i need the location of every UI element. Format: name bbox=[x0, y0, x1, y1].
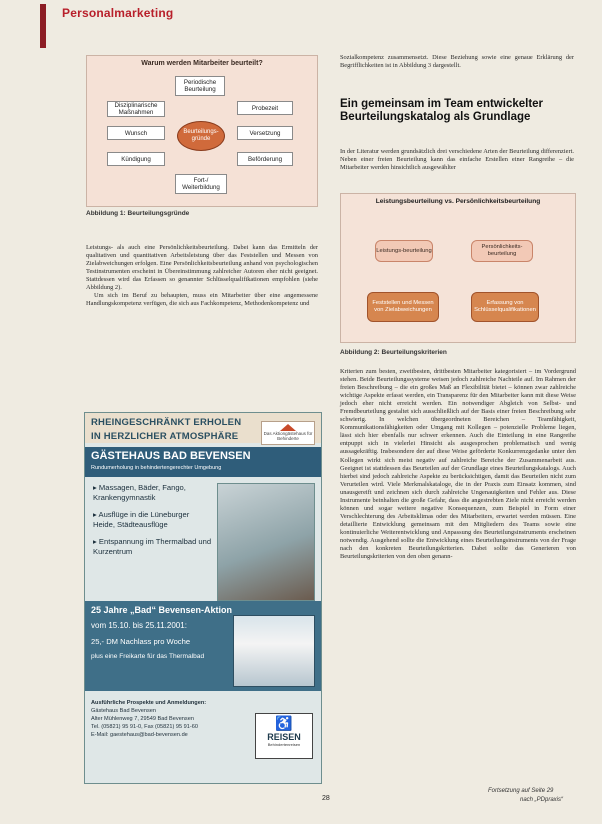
section-heading: Ein gemeinsam im Team entwickelter Beurteilungskatalog als Grundlage bbox=[340, 98, 544, 123]
ad-action-offer: 25,- DM Nachlass pro Woche bbox=[91, 637, 191, 646]
personality-box: Persönlichkeits-beurteilung bbox=[471, 240, 533, 262]
ad-action-title: 25 Jahre „Bad“ Bevensen-Aktion bbox=[91, 605, 233, 615]
figure-1 bbox=[86, 55, 318, 207]
qualification-box: Erfassung von Schlüsselqualifikationen bbox=[471, 292, 539, 322]
ad-feature-text: Massagen, Bäder, Fango, Krankengymnastik bbox=[93, 483, 186, 502]
wheelchair-icon: ♿ bbox=[275, 715, 293, 731]
ad-logo-subtext: Behindertenreisen bbox=[267, 742, 301, 747]
ad-feature-item bbox=[93, 510, 213, 529]
continuation-note-2: nach „PDpraxis“ bbox=[520, 797, 564, 803]
triangle-bullet-icon: ▸ bbox=[93, 537, 99, 546]
ad-feature-item bbox=[93, 483, 213, 502]
ad-logo-text: REISEN bbox=[267, 732, 301, 742]
triangle-bullet-icon: ▸ bbox=[93, 483, 99, 492]
ad-feature-list bbox=[93, 483, 213, 556]
box-promotion: Beförderung bbox=[237, 152, 293, 166]
ad-subtitle: Rundumerholung in behindertengerechter Umgebung bbox=[91, 465, 222, 471]
ad-contact-title: Ausführliche Prospekte und Anmeldungen: bbox=[91, 700, 207, 706]
ad-photo bbox=[217, 483, 315, 601]
figure-1-caption: Abbildung 1: Beurteilungsgründe bbox=[86, 210, 190, 217]
figure-1-title: Warum werden Mitarbeiter beurteilt? bbox=[141, 60, 263, 67]
ad-headline-1: RHEINGESCHRÄNKT ERHOLEN bbox=[91, 417, 242, 428]
ad-house-icon bbox=[280, 424, 296, 431]
figure-2-caption: Abbildung 2: Beurteilungskriterien bbox=[340, 349, 447, 356]
continuation-note-1: Fortsetzung auf Seite 29 bbox=[488, 788, 554, 794]
measure-box: Feststellen und Messen von Zielabweichungen bbox=[367, 292, 439, 322]
right-body-text: Kriterien zum besten, zweitbesten, drittbesten Mitarbeiter kategorisiert – im Vordergrund stehen. Beide Beurteilungssysteme weisen jedoch zahlreiche Nachteile auf. Im Rahmen der freien Beschreibung – die ein großes Maß an Flexibilität bietet – können zwar zahlreiche wichtige Aspekte erfasst werden, ein Transparenz für den Mitarbeiter kann mit diese Weise jedoch eher nicht erreicht werden. Ein notwendiger Abgleich von Selbst- und Fremdbeurteilung gestaltet sich ausschließlich auf der Basis einer freien Beschreibung sehr schwierig. In welchen übergeordneten Bereichen – Teamfähigkeit, Kommunikationsfähigkeiten oder Umgang mit Kollegen – potenzielle Probleme liegen, lässt sich hier ebenfalls nur schwer erkennen. Auch die Einteilung in eine Rangreihe entpuppt sich in vielerlei Hinsicht als ausgesprochen problematisch und wenig aussagekräftig. Insbesondere der auf diese Weise geförderte Konkurrenzgedanke unter den Kollegen wirkt sich meist negativ auf zahlreiche Bereiche der Zusammenarbeit aus. Geeignet ist stattdessen das Beurteilen auf der Grundlage eines Beurteilungskatalogs. Auch hierbei sind jedoch zahlreiche Aspekte zu berücksichtigen, damit das Beurteilen nicht zum Verurteilen wird. Viele Merkmalskataloge, die in der Praxis zum Einsatz kommen, sind unausgereift und zeichnen sich durch zahlreiche Ungenauigkeiten und Fehler aus. Diese Instrumente beinhalten die große Gefahr, dass die angestrebten Ziele nicht erreicht werden können und sogar weitere negative Konsequenzen, zum Beispiel in Form einer Verschlechterung des Arbeitsklimas oder des Mitarbeiters, erwartet werden müssen. Eine detaillierte Entwicklung gemeinsam mit den Mitgliedern des Teams sowie eine kontinuierliche Weiterentwicklung und Anpassung des Beurteilungsinstruments erscheinen notwendig. Ausgehend sollte die Entwicklung eines Beurteilungsinstruments von der Frage nach den konkreten Beurteilungskriterien. Dabei sollte das Generieren von Beurteilungskriterien von den oben genann- bbox=[340, 368, 576, 561]
box-transfer: Versetzung bbox=[237, 126, 293, 140]
ad-house-name: GÄSTEHAUS BAD BEVENSEN bbox=[91, 450, 251, 462]
ad-feature-text: Ausflüge in die Lüneburger Heide, Städteausflüge bbox=[93, 510, 190, 529]
ad-feature-text: Entspannung im Thermalbad und Kurzentrum bbox=[93, 537, 212, 556]
center-reasons: Beurteilungs-gründe bbox=[177, 121, 225, 151]
ad-building-photo bbox=[233, 615, 315, 687]
figure-2-title: Leistungsbeurteilung vs. Persönlichkeitsbeurteilung bbox=[375, 198, 541, 205]
ad-contact-line: Alter Mühlenweg 7, 29549 Bad Bevensen bbox=[91, 716, 194, 722]
ad-action-date: vom 15.10. bis 25.11.2001: bbox=[91, 621, 187, 630]
advertisement bbox=[84, 412, 322, 784]
box-termination: Kündigung bbox=[107, 152, 165, 166]
box-training: Fort-/ Weiterbildung bbox=[175, 174, 227, 194]
ad-badge-text: Das Aktiongästehaus für Behinderte bbox=[263, 431, 313, 441]
ad-headline-2: IN HERZLICHER ATMOSPHÄRE bbox=[91, 431, 239, 442]
ad-logo bbox=[255, 713, 313, 759]
ad-badge bbox=[261, 421, 315, 445]
ad-contact-line: Gästehaus Bad Bevensen bbox=[91, 708, 156, 714]
ad-feature-item bbox=[93, 537, 213, 556]
page-header bbox=[40, 0, 280, 26]
ad-action-panel bbox=[85, 601, 321, 691]
triangle-bullet-icon: ▸ bbox=[93, 510, 99, 519]
ad-contact bbox=[91, 699, 241, 739]
section-intro: In der Literatur werden grundsätzlich drei verschiedene Arten der Beurteilung differenziert. Neben einer freien Beurteilung kann das einfache Erstellen einer Rangreihe – die Mitarbeiter werden hinsichtlich ausgewählter bbox=[340, 148, 574, 172]
right-top-text: Sozialkompetenz zusammensetzt. Diese Beziehung sowie eine genaue Erklärung der Begrifflichkeiten ist in Abbildung 3 dargestellt. bbox=[340, 54, 574, 70]
left-paragraph-2: Um sich im Beruf zu behaupten, muss ein Mitarbeiter über eine angemessene Handlungskompetenz verfügen, die sich aus Fachkompetenz, Methodenkompetenz und bbox=[86, 292, 318, 308]
section-marker bbox=[40, 4, 46, 48]
performance-box: Leistungs-beurteilung bbox=[375, 240, 433, 262]
ad-contact-line: E-Mail: gaestehaus@bad-bevensen.de bbox=[91, 732, 188, 738]
box-wish: Wunsch bbox=[107, 126, 165, 140]
ad-name-band bbox=[85, 447, 321, 477]
box-periodic: Periodische Beurteilung bbox=[175, 76, 225, 96]
left-column-text bbox=[86, 244, 318, 308]
section-title: Personalmarketing bbox=[62, 6, 174, 20]
page-number: 28 bbox=[322, 795, 330, 802]
figure-2 bbox=[340, 193, 576, 343]
ad-action-extra: plus eine Freikarte für das Thermalbad bbox=[91, 653, 205, 660]
left-paragraph-1: Leistungs- als auch eine Persönlichkeitsbeurteilung. Dabei kann das Ermitteln der qualitativen und quantitativen Arbeitsleistung über das Feststellen und Messen von Zielabweichungen erfolgen. Eine Persönlichkeitsbeurteilung anhand von psychologischen Testinstrumenten erscheint in Übereinstimmung zahlreicher Autoren eher nicht geeignet. Stattdessen wird das Erfassen so genannter Schlüsselqualifikationen empfohlen (siehe Abbildung 2). bbox=[86, 244, 318, 292]
box-disciplinary: Disziplinarische Maßnahmen bbox=[107, 101, 165, 117]
box-probation: Probezeit bbox=[237, 101, 293, 115]
ad-contact-line: Tel. (05821) 95 91-0, Fax (05821) 95 91-60 bbox=[91, 724, 198, 730]
